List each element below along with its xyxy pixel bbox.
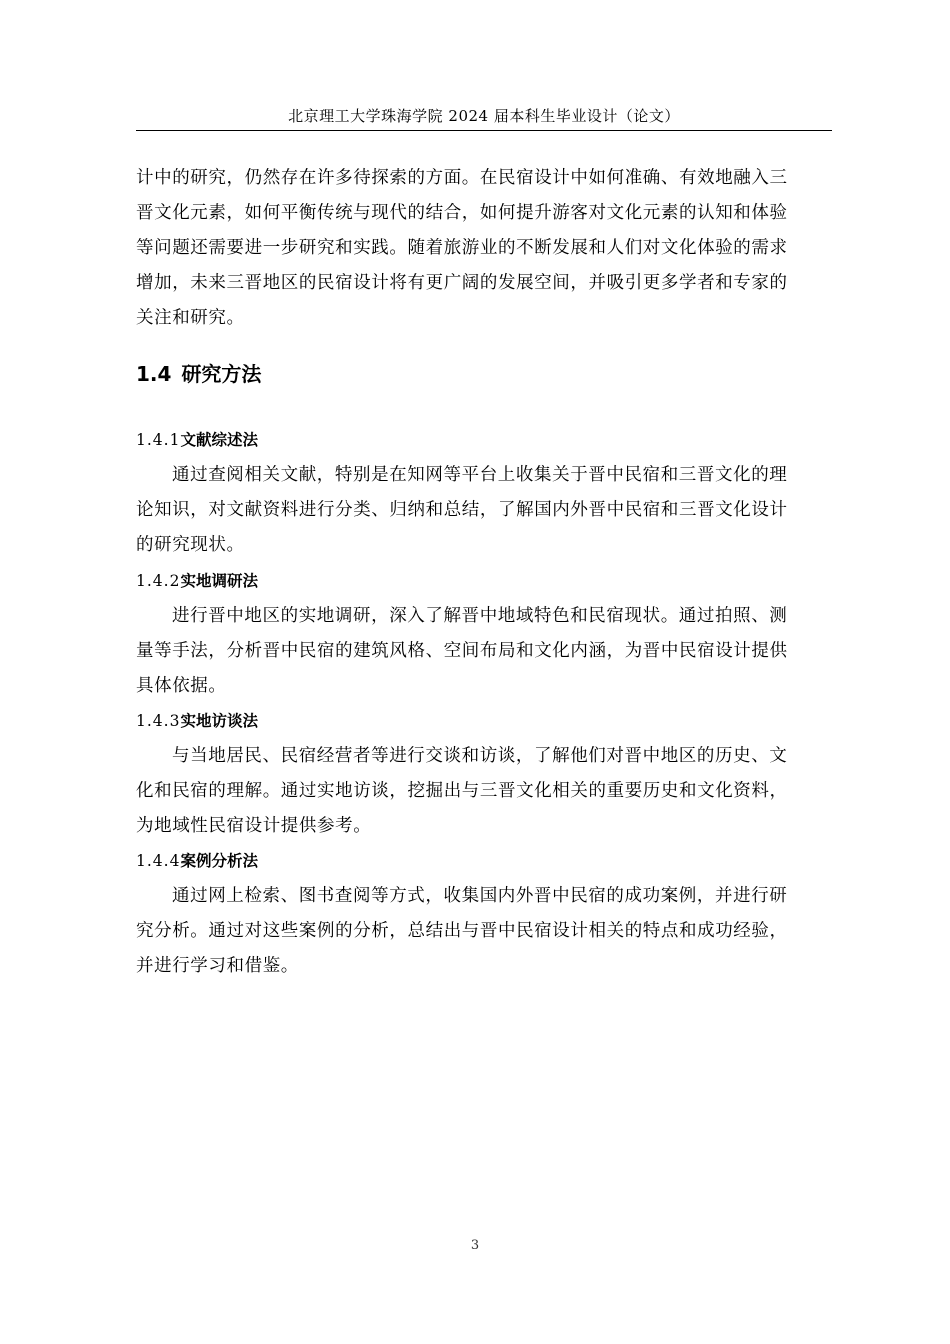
subsection-title-text: 案例分析法 xyxy=(180,852,258,870)
subsection-number: 1.4.4 xyxy=(136,852,181,870)
paragraph-line: 通过查阅相关文献，特别是在知网等平台上收集关于晋中民宿和三晋文化的理 xyxy=(172,465,788,485)
section-title-text: 研究方法 xyxy=(181,362,262,386)
subsection-title-text: 实地调研法 xyxy=(180,572,258,590)
paragraph-line: 量等手法，分析晋中民宿的建筑风格、空间布局和文化内涵，为晋中民宿设计提供 xyxy=(136,641,788,661)
paragraph-line: 具体依据。 xyxy=(136,676,227,696)
page-header-title: 北京理工大学珠海学院 2024 届本科生毕业设计（论文） xyxy=(288,107,680,125)
subsection-heading-1-4-1 xyxy=(136,429,258,451)
subsection-number: 1.4.3 xyxy=(136,712,181,730)
page-number: 3 xyxy=(470,1238,480,1253)
paragraph-line: 的研究现状。 xyxy=(136,535,245,555)
paragraph-line: 为地域性民宿设计提供参考。 xyxy=(136,816,372,836)
subsection-number: 1.4.1 xyxy=(136,431,181,449)
paragraph-line: 并进行学习和借鉴。 xyxy=(136,956,299,976)
paragraph-line: 等问题还需要进一步研究和实践。随着旅游业的不断发展和人们对文化体验的需求 xyxy=(136,238,788,258)
subsection-heading-1-4-4 xyxy=(136,850,258,872)
section-heading xyxy=(136,360,261,388)
paragraph-line: 论知识，对文献资料进行分类、归纳和总结，了解国内外晋中民宿和三晋文化设计 xyxy=(136,500,788,520)
section-number: 1.4 xyxy=(136,362,172,386)
subsection-title-text: 文献综述法 xyxy=(180,431,258,449)
paragraph-line: 究分析。通过对这些案例的分析，总结出与晋中民宿设计相关的特点和成功经验， xyxy=(136,921,788,941)
subsection-heading-1-4-2 xyxy=(136,570,258,592)
header-divider xyxy=(136,130,832,131)
paragraph-line: 增加，未来三晋地区的民宿设计将有更广阔的发展空间，并吸引更多学者和专家的 xyxy=(136,273,788,293)
paragraph-line: 晋文化元素，如何平衡传统与现代的结合，如何提升游客对文化元素的认知和体验 xyxy=(136,203,788,223)
paragraph-line: 进行晋中地区的实地调研，深入了解晋中地域特色和民宿现状。通过拍照、测 xyxy=(172,606,788,626)
paragraph-line: 计中的研究，仍然存在许多待探索的方面。在民宿设计中如何准确、有效地融入三 xyxy=(136,168,788,188)
subsection-heading-1-4-3 xyxy=(136,710,258,732)
subsection-title-text: 实地访谈法 xyxy=(180,712,258,730)
paragraph-line: 与当地居民、民宿经营者等进行交谈和访谈，了解他们对晋中地区的历史、文 xyxy=(172,746,788,766)
subsection-number: 1.4.2 xyxy=(136,572,181,590)
paragraph-line: 关注和研究。 xyxy=(136,308,245,328)
paragraph-line: 通过网上检索、图书查阅等方式，收集国内外晋中民宿的成功案例，并进行研 xyxy=(172,886,788,906)
paragraph-line: 化和民宿的理解。通过实地访谈，挖掘出与三晋文化相关的重要历史和文化资料， xyxy=(136,781,788,801)
